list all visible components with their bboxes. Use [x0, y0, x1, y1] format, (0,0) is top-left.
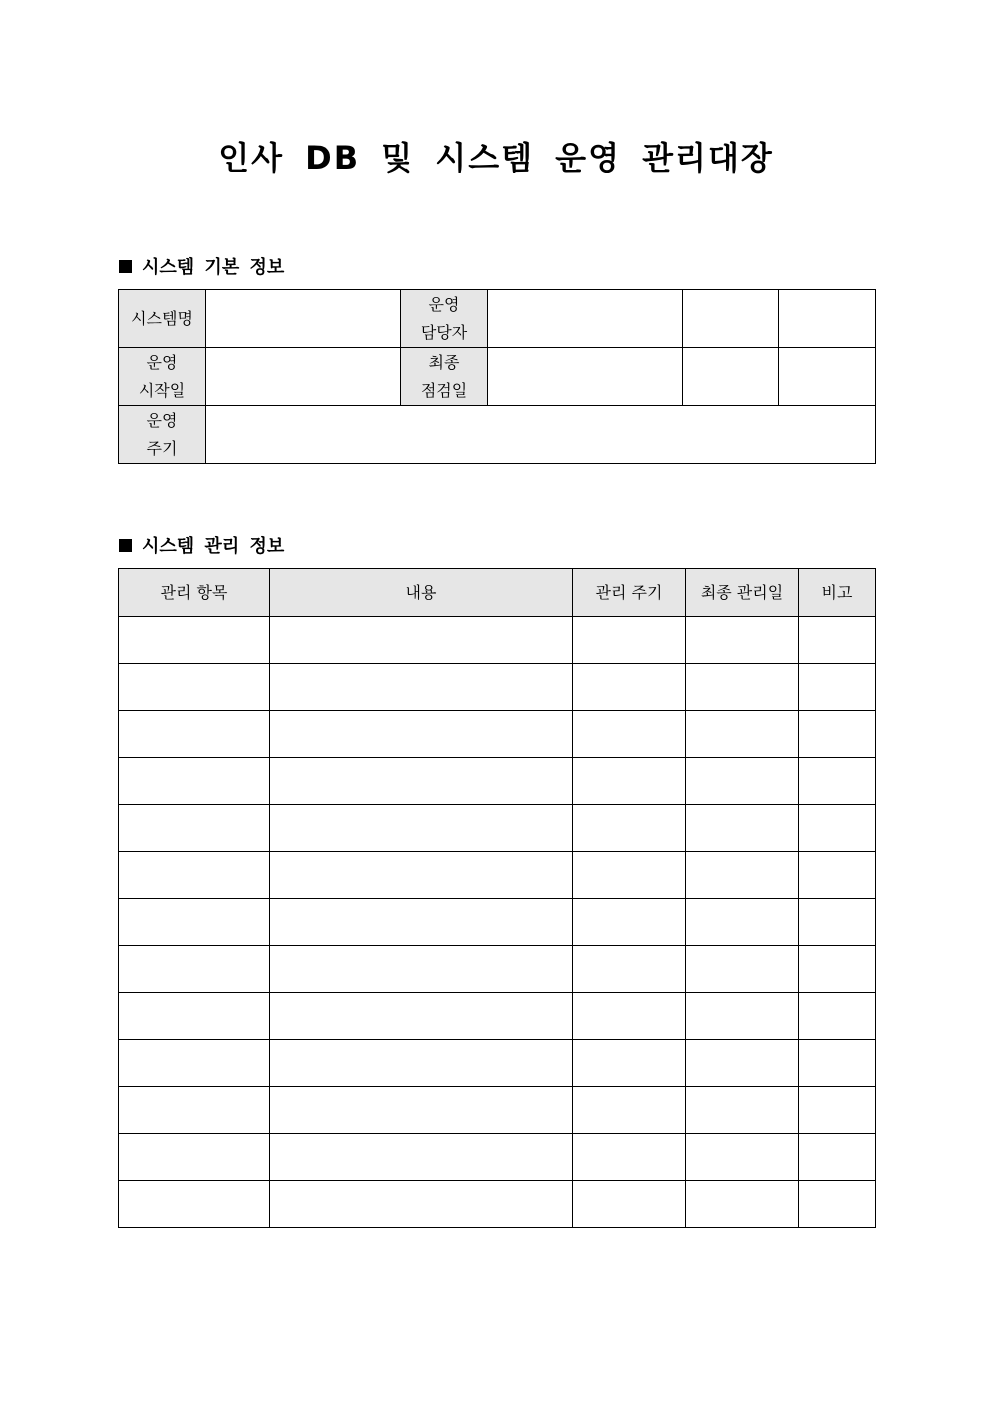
section-heading-basic-info	[119, 253, 284, 279]
label-line: 담당자	[420, 322, 468, 342]
table-cell[interactable]	[119, 1181, 270, 1228]
table-cell[interactable]	[573, 1040, 686, 1087]
table-row	[119, 1040, 876, 1087]
table-cell[interactable]	[686, 993, 799, 1040]
table-row	[119, 758, 876, 805]
table-header-row	[119, 569, 876, 617]
table-cell[interactable]	[799, 946, 876, 993]
table-cell[interactable]	[270, 1040, 573, 1087]
page-title: 인사 DB 및 시스템 운영 관리대장	[218, 139, 774, 177]
operator-field[interactable]	[488, 290, 683, 348]
table-cell[interactable]	[573, 1087, 686, 1134]
label-cycle	[119, 406, 206, 464]
table-cell[interactable]	[270, 946, 573, 993]
extra-field[interactable]	[779, 348, 876, 406]
table-cell[interactable]	[119, 1134, 270, 1181]
table-cell[interactable]	[270, 993, 573, 1040]
table-row	[119, 946, 876, 993]
table-row	[119, 406, 876, 464]
table-cell[interactable]	[799, 852, 876, 899]
table-cell[interactable]	[119, 899, 270, 946]
table-cell[interactable]	[686, 899, 799, 946]
label-line: 운영	[428, 294, 460, 314]
table-cell[interactable]	[270, 805, 573, 852]
table-cell[interactable]	[799, 617, 876, 664]
table-cell[interactable]	[799, 1134, 876, 1181]
table-row	[119, 617, 876, 664]
cycle-field[interactable]	[206, 406, 876, 464]
label-last-check	[401, 348, 488, 406]
system-name-field[interactable]	[206, 290, 401, 348]
table-cell[interactable]	[799, 899, 876, 946]
table-cell[interactable]	[119, 993, 270, 1040]
table-cell[interactable]	[686, 1134, 799, 1181]
table-cell[interactable]	[573, 1134, 686, 1181]
management-info-table	[118, 568, 876, 1228]
column-header: 비고	[799, 569, 876, 617]
table-row	[119, 290, 876, 348]
table-cell[interactable]	[573, 711, 686, 758]
table-cell[interactable]	[573, 617, 686, 664]
last-check-field[interactable]	[488, 348, 683, 406]
table-cell[interactable]	[119, 1040, 270, 1087]
table-cell[interactable]	[270, 1134, 573, 1181]
square-bullet-icon	[119, 539, 132, 552]
extra-field[interactable]	[683, 290, 779, 348]
extra-field[interactable]	[683, 348, 779, 406]
label-system-name: 시스템명	[119, 290, 206, 348]
label-line: 최종	[428, 352, 460, 372]
table-cell[interactable]	[119, 946, 270, 993]
table-cell[interactable]	[573, 852, 686, 899]
label-line: 점검일	[420, 380, 468, 400]
table-cell[interactable]	[119, 852, 270, 899]
table-cell[interactable]	[799, 1040, 876, 1087]
table-cell[interactable]	[270, 711, 573, 758]
column-header: 내용	[270, 569, 573, 617]
table-row	[119, 993, 876, 1040]
table-cell[interactable]	[119, 617, 270, 664]
table-row	[119, 664, 876, 711]
table-row	[119, 1134, 876, 1181]
table-cell[interactable]	[686, 946, 799, 993]
table-row	[119, 805, 876, 852]
table-cell[interactable]	[573, 946, 686, 993]
basic-info-table	[118, 289, 876, 464]
table-cell[interactable]	[799, 1181, 876, 1228]
table-cell[interactable]	[119, 664, 270, 711]
table-cell[interactable]	[799, 664, 876, 711]
table-cell[interactable]	[270, 1087, 573, 1134]
table-row	[119, 348, 876, 406]
section-heading-text: 시스템 관리 정보	[142, 536, 285, 557]
table-cell[interactable]	[799, 993, 876, 1040]
table-cell[interactable]	[799, 758, 876, 805]
table-cell[interactable]	[573, 805, 686, 852]
label-line: 운영	[146, 410, 178, 430]
table-cell[interactable]	[799, 1087, 876, 1134]
table-cell[interactable]	[119, 1087, 270, 1134]
table-cell[interactable]	[686, 758, 799, 805]
table-cell[interactable]	[573, 993, 686, 1040]
table-cell[interactable]	[573, 758, 686, 805]
table-cell[interactable]	[573, 899, 686, 946]
table-cell[interactable]	[573, 664, 686, 711]
table-cell[interactable]	[686, 805, 799, 852]
label-line: 주기	[146, 438, 178, 458]
extra-field[interactable]	[779, 290, 876, 348]
table-cell[interactable]	[270, 617, 573, 664]
table-cell[interactable]	[119, 805, 270, 852]
table-cell[interactable]	[270, 758, 573, 805]
table-cell[interactable]	[799, 711, 876, 758]
section-heading-management-info	[119, 532, 284, 558]
table-cell[interactable]	[686, 1181, 799, 1228]
table-row	[119, 899, 876, 946]
table-cell[interactable]	[686, 852, 799, 899]
table-row	[119, 1087, 876, 1134]
table-cell[interactable]	[270, 1181, 573, 1228]
column-header: 관리 주기	[573, 569, 686, 617]
table-cell[interactable]	[686, 1087, 799, 1134]
column-header: 관리 항목	[119, 569, 270, 617]
table-cell[interactable]	[270, 852, 573, 899]
table-cell[interactable]	[270, 899, 573, 946]
table-cell[interactable]	[119, 711, 270, 758]
table-cell[interactable]	[686, 664, 799, 711]
label-start-date	[119, 348, 206, 406]
label-operator	[401, 290, 488, 348]
table-cell[interactable]	[799, 805, 876, 852]
column-header: 최종 관리일	[686, 569, 799, 617]
table-cell[interactable]	[573, 1181, 686, 1228]
table-cell[interactable]	[119, 758, 270, 805]
section-heading-text: 시스템 기본 정보	[142, 257, 285, 278]
label-line: 운영	[146, 352, 178, 372]
table-cell[interactable]	[686, 1040, 799, 1087]
table-row	[119, 852, 876, 899]
table-cell[interactable]	[686, 711, 799, 758]
square-bullet-icon	[119, 260, 132, 273]
table-cell[interactable]	[270, 664, 573, 711]
label-line: 시작일	[138, 380, 186, 400]
start-date-field[interactable]	[206, 348, 401, 406]
table-cell[interactable]	[686, 617, 799, 664]
table-row	[119, 1181, 876, 1228]
table-row	[119, 711, 876, 758]
